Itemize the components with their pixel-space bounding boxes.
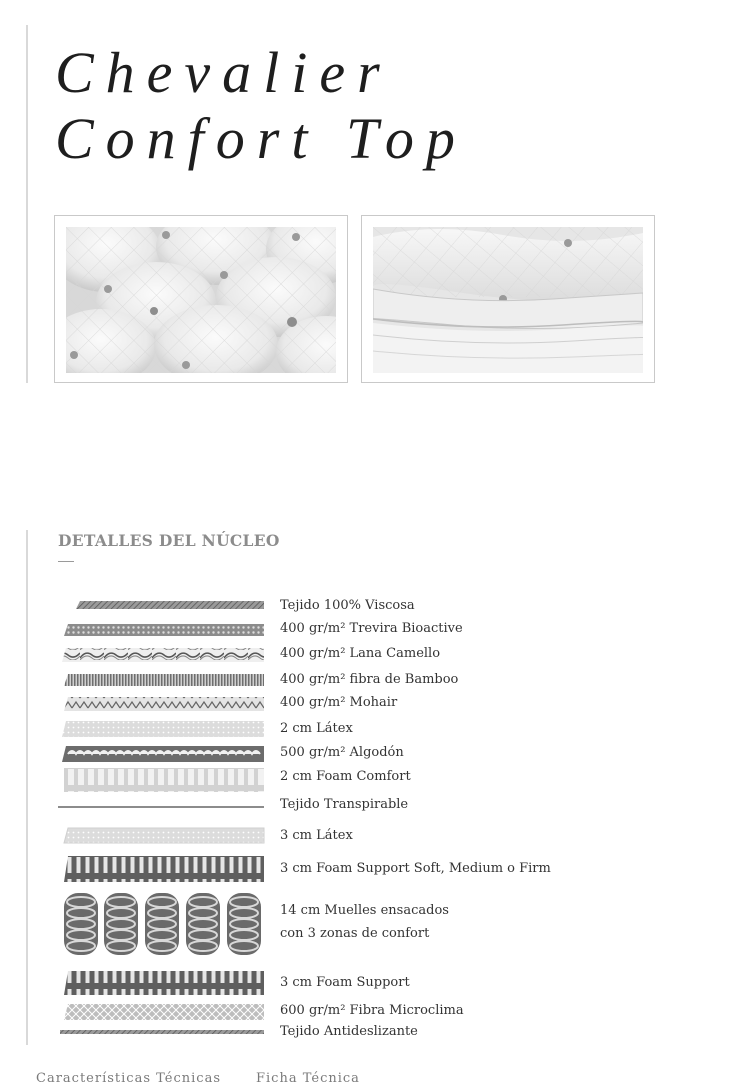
- details-section-divider: [26, 530, 28, 1045]
- layer-9-label: Tejido Transpirable: [280, 797, 409, 812]
- layer-8-label: 2 cm Foam Comfort: [280, 769, 411, 784]
- layer-7-label: 500 gr/m² Algodón: [280, 745, 404, 760]
- layer-13-label: 3 cm Foam Support: [280, 975, 410, 990]
- mattress-edge-image: [373, 227, 643, 373]
- product-title: [55, 40, 467, 172]
- core-layers-diagram: [56, 590, 676, 1050]
- heading-underline: [58, 561, 74, 562]
- layer-10-icon: [64, 828, 264, 843]
- layer-4-label: 400 gr/m² fibra de Bamboo: [280, 672, 459, 687]
- layer-12-icon: [64, 893, 261, 955]
- layer-15-icon: [60, 1030, 264, 1034]
- mattress-edge-photo: [361, 215, 655, 383]
- layer-13-icon: [64, 971, 264, 995]
- layer-6-label: 2 cm Látex: [280, 721, 353, 736]
- footer-datasheet-link[interactable]: Ficha Técnica: [256, 1071, 360, 1086]
- layer-2-label: 400 gr/m² Trevira Bioactive: [280, 621, 463, 636]
- layer-5-icon: [64, 697, 264, 711]
- core-details-heading: DETALLES DEL NÚCLEO: [58, 531, 280, 550]
- product-title-line2: Confort Top: [55, 106, 467, 171]
- footer-tech-features-link[interactable]: Características Técnicas: [36, 1071, 221, 1086]
- layer-15-label: Tejido Antideslizante: [280, 1024, 418, 1039]
- layer-11-icon: [64, 856, 264, 882]
- layer-5-label: 400 gr/m² Mohair: [280, 695, 398, 710]
- tufted-top-photo: [54, 215, 348, 383]
- layer-illustrations: [56, 590, 276, 1045]
- tufted-top-image: [66, 227, 336, 373]
- layer-14-icon: [64, 1004, 264, 1020]
- top-section-divider: [26, 25, 28, 383]
- layer-3-icon: [62, 648, 264, 662]
- layer-10-label: 3 cm Látex: [280, 828, 353, 843]
- layer-2-icon: [64, 624, 264, 636]
- layer-8-icon: [64, 768, 264, 792]
- layer-3-label: 400 gr/m² Lana Camello: [280, 646, 441, 661]
- layer-11-label: 3 cm Foam Support Soft, Medium o Firm: [280, 861, 551, 876]
- product-title-line1: Chevalier: [55, 40, 392, 105]
- layer-1-label: Tejido 100% Viscosa: [280, 598, 415, 613]
- layer-4-icon: [64, 674, 264, 686]
- layer-14-label: 600 gr/m² Fibra Microclima: [280, 1003, 464, 1018]
- layer-12-label: 14 cm Muelles ensacados: [280, 903, 449, 918]
- layer-12-label-line2: con 3 zonas de confort: [280, 926, 430, 941]
- layer-6-icon: [62, 721, 264, 737]
- layer-1-icon: [76, 601, 264, 609]
